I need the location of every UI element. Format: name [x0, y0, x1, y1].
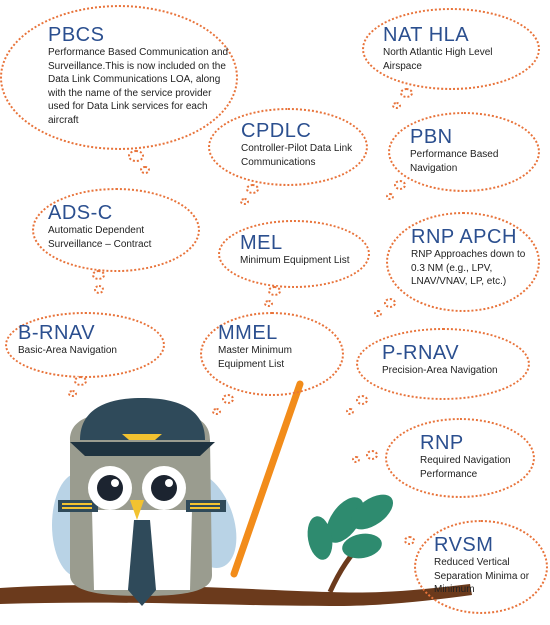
- term-definition: Controller-Pilot Data Link Communications: [241, 143, 353, 168]
- ads-c-text: [48, 202, 198, 251]
- pilot-cap: [80, 398, 205, 440]
- p-rnav-text: [382, 342, 522, 378]
- term-definition: Master Minimum Equipment List: [218, 345, 292, 370]
- term-abbreviation: PBCS: [48, 24, 105, 46]
- tree-branch: [0, 584, 472, 606]
- cap-badge-icon: [122, 434, 162, 440]
- term-definition: RNP Approaches down to 0.3 NM (e.g., LPV, LNAV/VNAV, LP, etc.): [411, 249, 526, 287]
- rvsm-text: [434, 534, 542, 597]
- rnp-text: [420, 432, 530, 481]
- term-definition: Precision-Area Navigation: [382, 365, 498, 376]
- cpdlc-text: [241, 120, 366, 169]
- rnp-apch-text: [411, 226, 533, 289]
- pointer-stick: [234, 384, 300, 574]
- term-definition: Performance Based Navigation: [410, 149, 499, 174]
- term-abbreviation: RNP APCH: [411, 226, 517, 248]
- term-definition: North Atlantic High Level Airspace: [383, 47, 493, 72]
- epaulette: [186, 500, 226, 512]
- term-abbreviation: P-RNAV: [382, 342, 460, 364]
- term-abbreviation: PBN: [410, 126, 453, 148]
- term-abbreviation: MMEL: [218, 322, 278, 344]
- term-definition: Performance Based Communication and Surveillance.This is now included on the Data Link Communications LOA, along with the name of the service provider used for Data Link services for each aircraft: [48, 47, 229, 126]
- term-abbreviation: ADS-C: [48, 202, 113, 224]
- term-abbreviation: CPDLC: [241, 120, 312, 142]
- mmel-text: [218, 322, 336, 371]
- term-abbreviation: MEL: [240, 232, 283, 254]
- term-definition: Reduced Vertical Separation Minima or Minimum: [434, 557, 530, 595]
- term-definition: Minimum Equipment List: [240, 255, 350, 266]
- nat-hla-text: [383, 24, 533, 73]
- term-definition: Required Navigation Performance: [420, 455, 511, 480]
- term-abbreviation: RVSM: [434, 534, 494, 556]
- term-definition: Automatic Dependent Surveillance – Contract: [48, 225, 152, 250]
- term-definition: Basic-Area Navigation: [18, 345, 117, 356]
- term-abbreviation: RNP: [420, 432, 464, 454]
- epaulette: [58, 500, 98, 512]
- mel-text: [240, 232, 365, 268]
- b-rnav-text: [18, 322, 158, 358]
- term-abbreviation: B-RNAV: [18, 322, 96, 344]
- pbn-text: [410, 126, 530, 175]
- pbcs-text: [48, 24, 230, 127]
- term-abbreviation: NAT HLA: [383, 24, 470, 46]
